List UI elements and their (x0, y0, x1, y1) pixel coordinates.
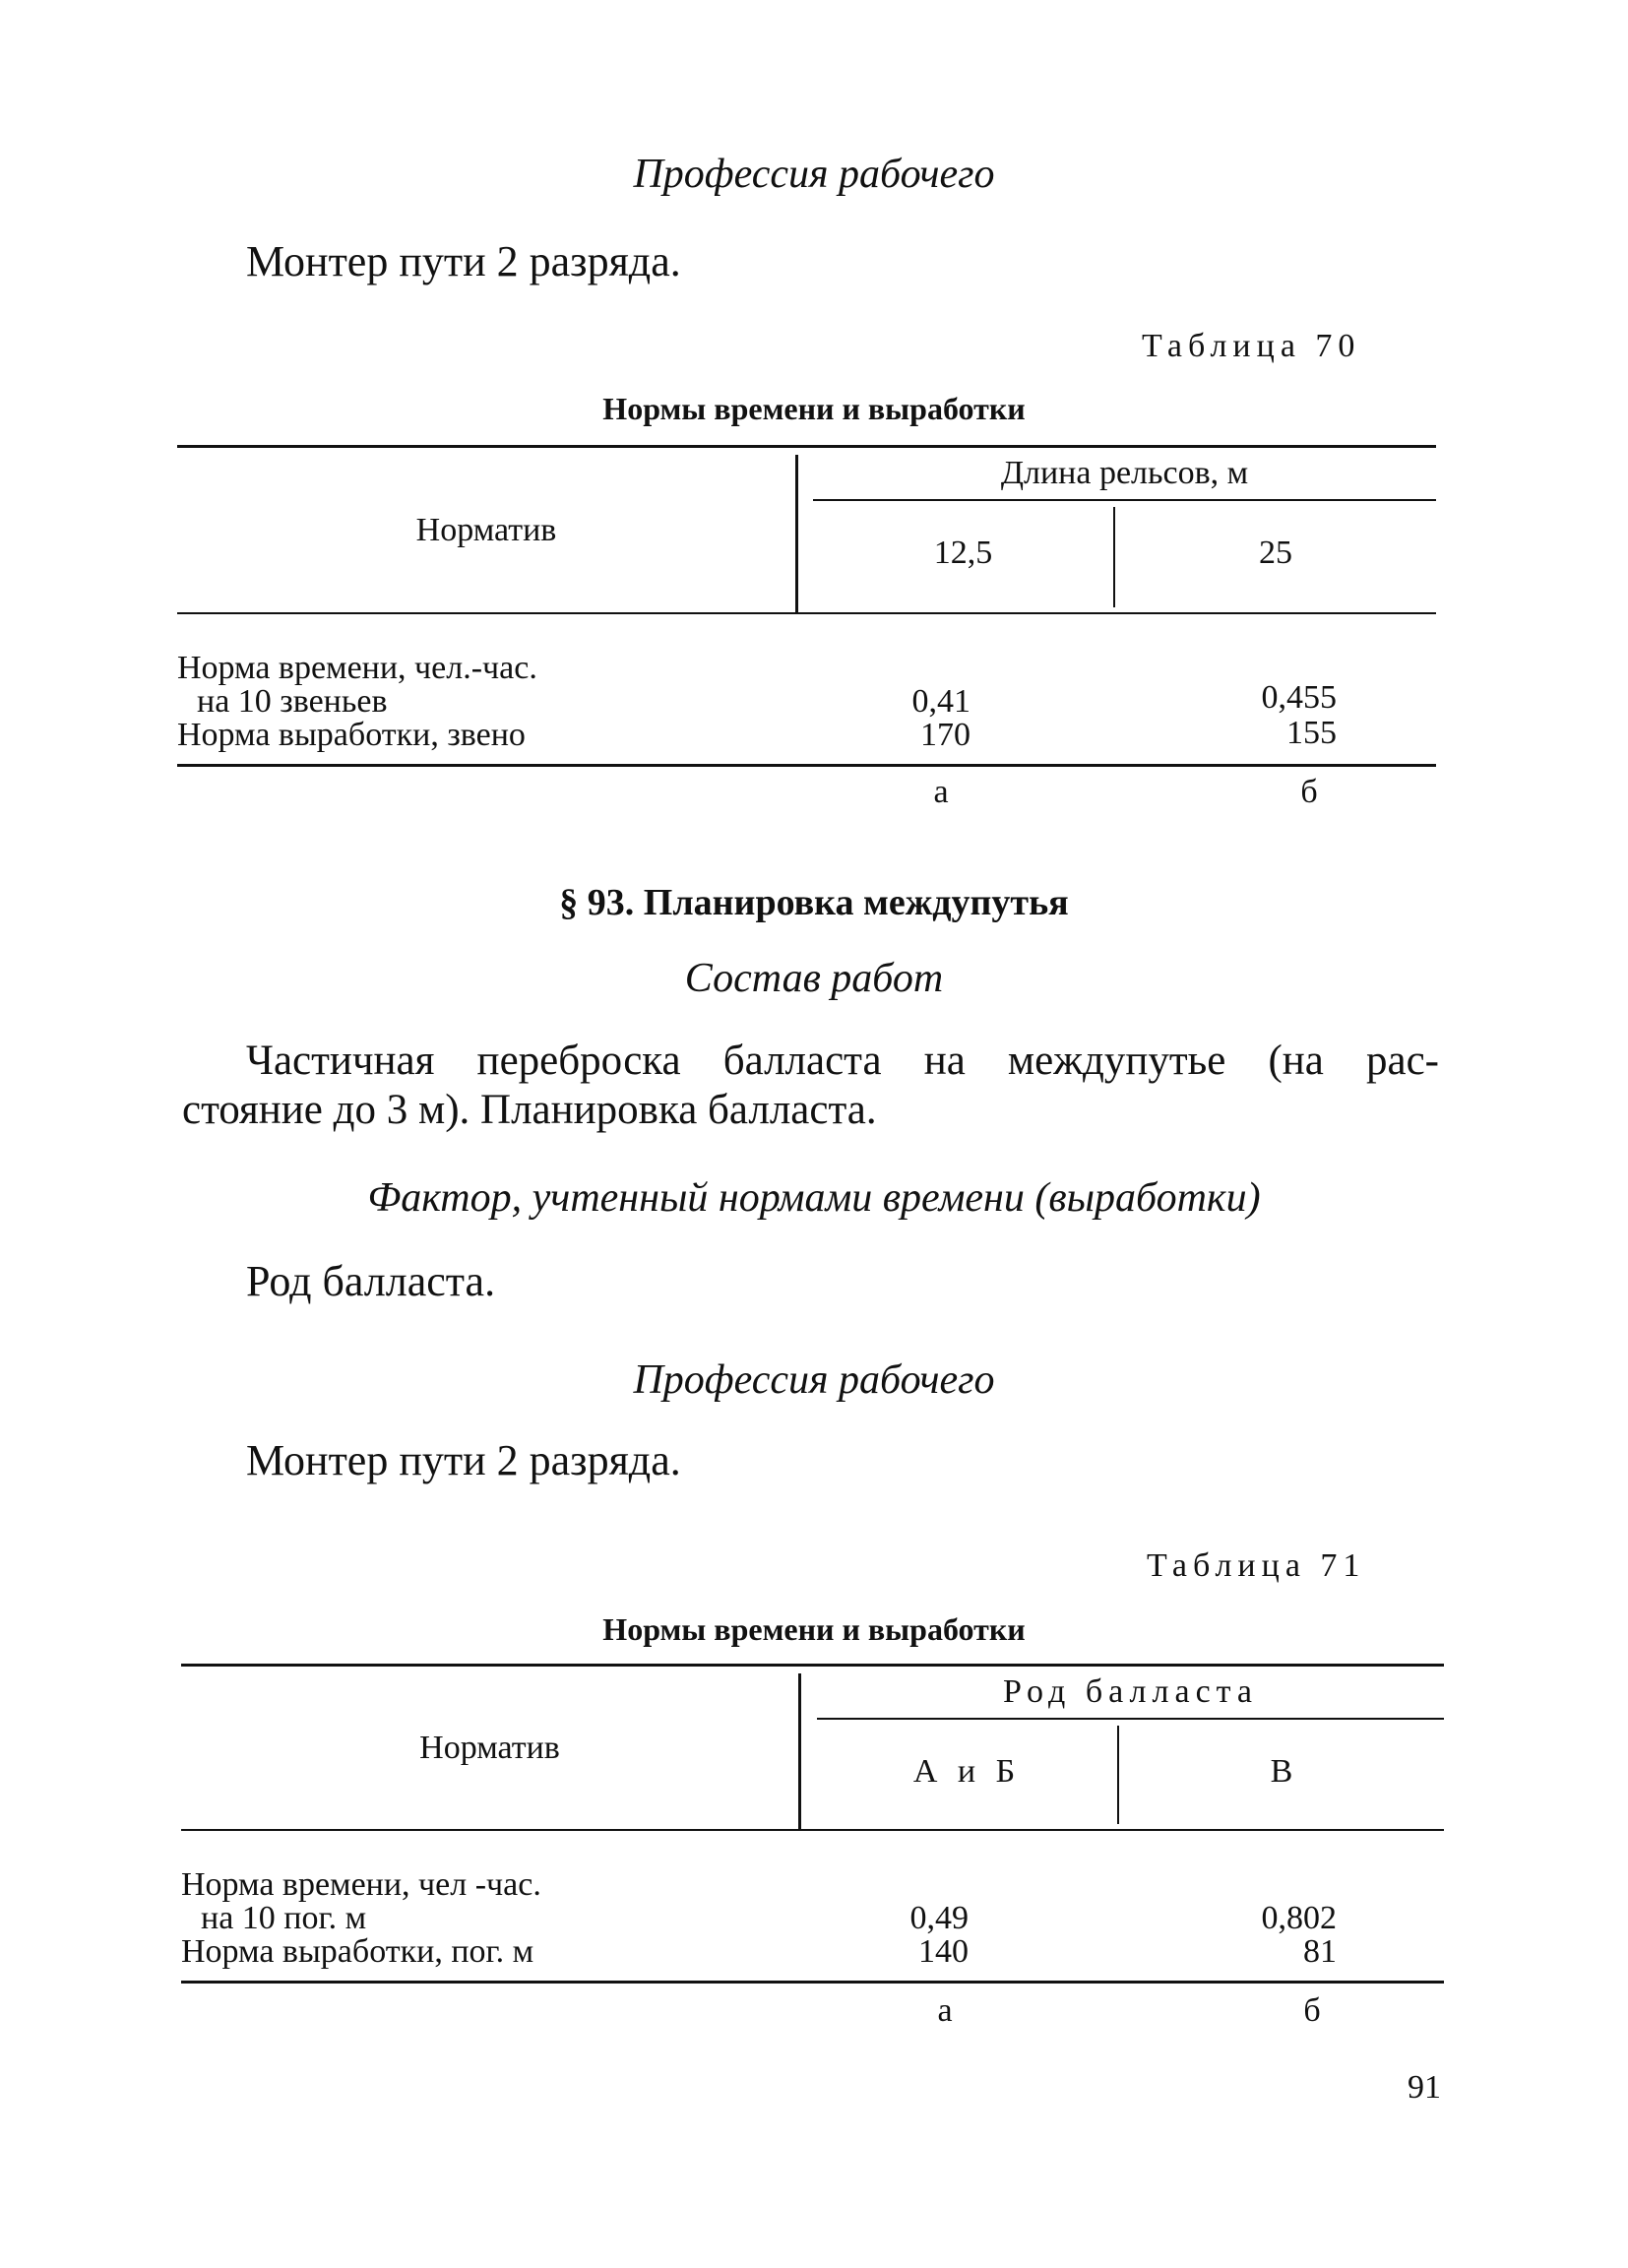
table71-col-header-1: А и Б (912, 1753, 1022, 1790)
table71-group-rule (817, 1718, 1444, 1720)
table71-label: Таблица 71 (1147, 1547, 1366, 1584)
table71-row2-val-2: 81 (1303, 1933, 1337, 1970)
table70-col-header-2: 25 (1259, 535, 1292, 571)
table71-col-header-2: В (1270, 1753, 1293, 1790)
table71-normativ-header: Норматив (419, 1730, 560, 1766)
table70-header-rule (177, 612, 1436, 614)
table70-footer-b: б (1300, 774, 1318, 810)
profession-text-2: Монтер пути 2 разряда. (246, 1436, 681, 1484)
table71-top-rule (181, 1664, 1444, 1667)
table70-divider (795, 455, 798, 612)
table71-row2-val-1: 140 (918, 1933, 969, 1970)
composition-line-1: Частичная переброска балласта на междупутье (на рас- (246, 1038, 1439, 1084)
table70-group-header: Длина рельсов, м (1000, 455, 1249, 491)
table70-row1-label-2: на 10 звеньев (197, 683, 388, 720)
table70-row1-val-2: 0,455 (1261, 679, 1337, 716)
profession-heading-2: Профессия рабочего (633, 1357, 995, 1403)
table70-bottom-rule (177, 764, 1436, 767)
table70-normativ-header: Норматив (415, 512, 557, 548)
composition-heading: Состав работ (684, 956, 944, 1001)
factor-heading: Фактор, учтенный нормами времени (выработки) (367, 1175, 1261, 1221)
table70-title: Нормы времени и выработки (602, 391, 1026, 426)
table70-top-rule (177, 445, 1436, 448)
table71-divider (798, 1673, 801, 1829)
page-number: 91 (1408, 2069, 1441, 2106)
table71-row2-label: Норма выработки, пог. м (181, 1933, 534, 1970)
table70-row1-val-1: 0,41 (911, 683, 971, 720)
table71-row1-label-2: на 10 пог. м (201, 1900, 367, 1936)
table71-header-rule (181, 1829, 1444, 1831)
table70-footer-a: а (933, 774, 949, 810)
table71-row1-val-1: 0,49 (909, 1900, 969, 1936)
profession-text: Монтер пути 2 разряда. (246, 237, 681, 285)
table70-col-header-1: 12,5 (933, 535, 993, 571)
table71-group-header: Род балласта (1002, 1673, 1259, 1710)
table71-footer-a: а (937, 1992, 953, 2029)
table71-title: Нормы времени и выработки (602, 1611, 1026, 1647)
section-heading: § 93. Планировка междупутья (559, 882, 1069, 923)
composition-line-2: стояние до 3 м). Планировка балласта. (182, 1087, 877, 1133)
table70-row2-val-1: 170 (920, 717, 971, 753)
profession-heading: Профессия рабочего (633, 152, 995, 197)
table71-bottom-rule (181, 1981, 1444, 1984)
table71-footer-b: б (1303, 1992, 1321, 2029)
table70-row2-val-2: 155 (1286, 715, 1337, 751)
factor-text: Род балласта. (246, 1257, 496, 1305)
table70-label: Таблица 70 (1142, 328, 1361, 364)
table71-row1-label-1: Норма времени, чел -час. (181, 1866, 541, 1903)
table70-row2-label: Норма выработки, звено (177, 717, 526, 753)
table70-row1-label-1: Норма времени, чел.-час. (177, 650, 537, 686)
table71-row1-val-2: 0,802 (1261, 1900, 1337, 1936)
table70-group-rule (813, 499, 1436, 501)
